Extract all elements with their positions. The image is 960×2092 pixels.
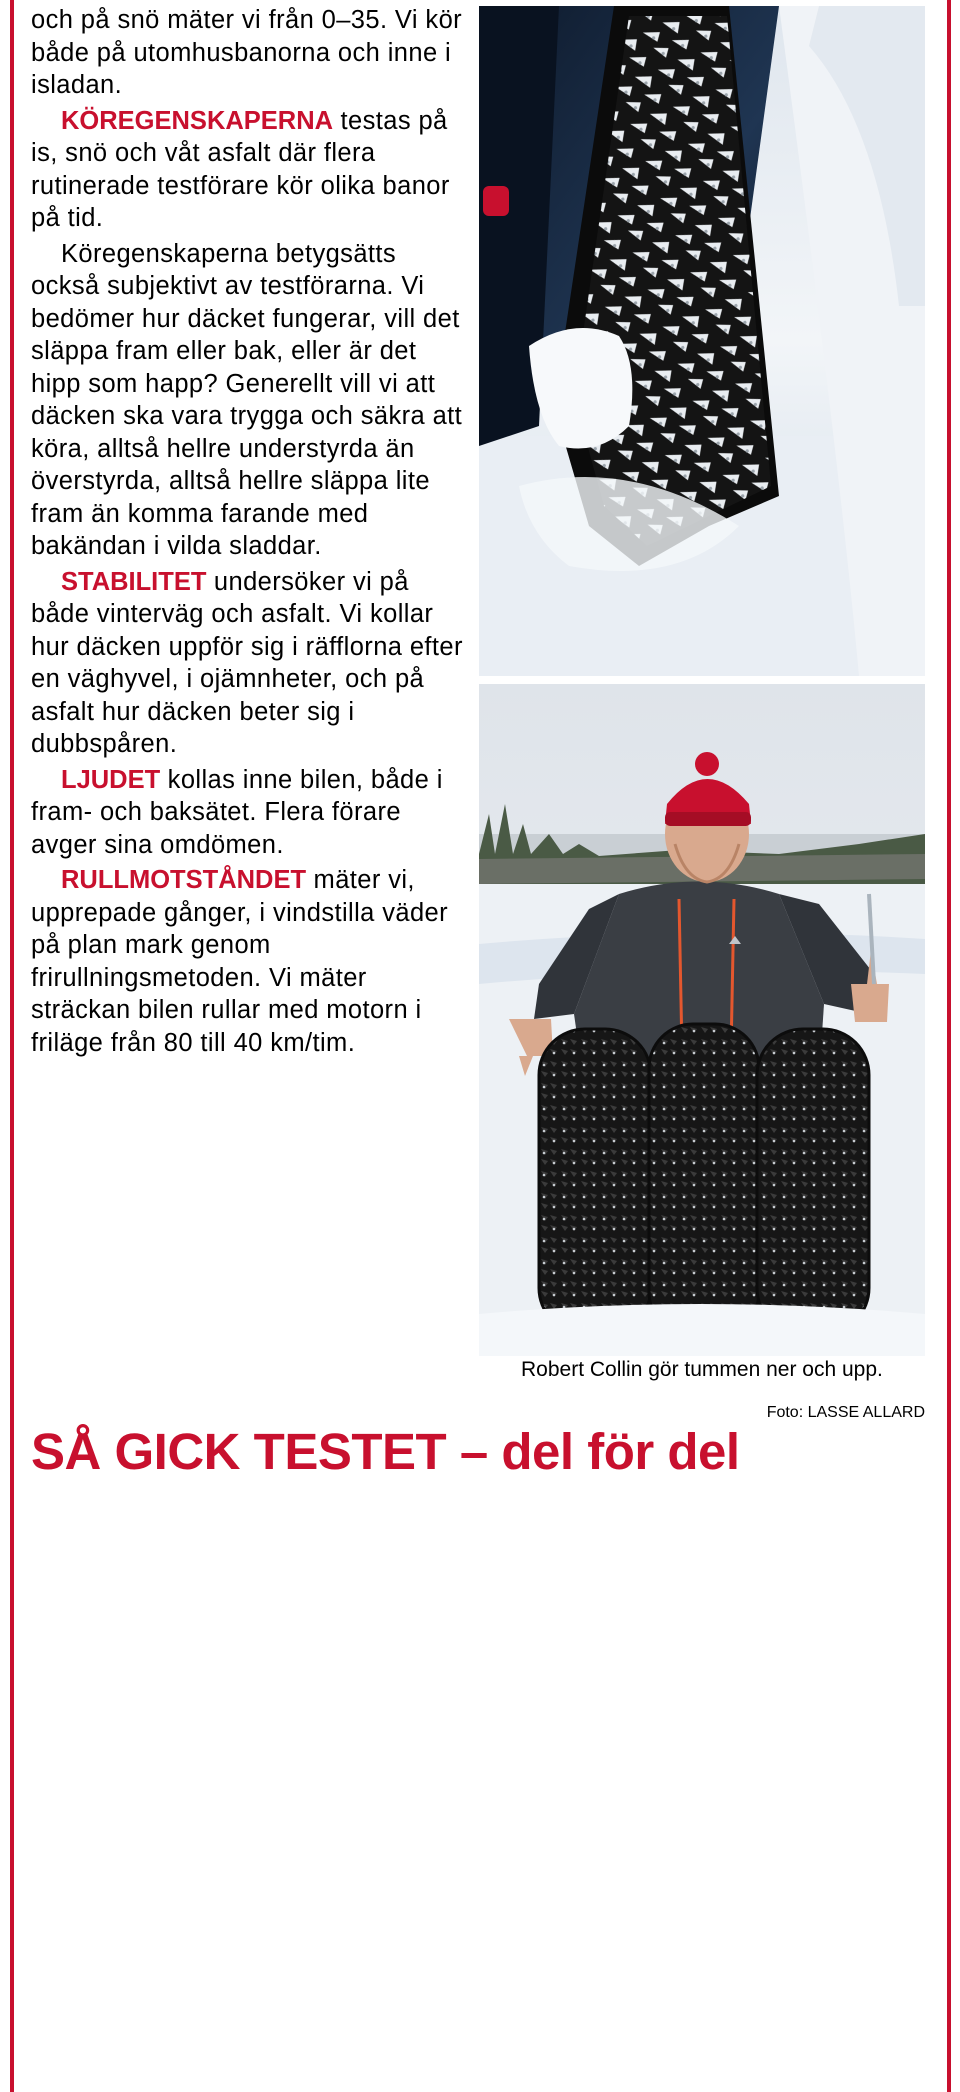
paragraph-intro — [31, 4, 471, 102]
keyword-stabilitet: STABILITET — [61, 567, 207, 596]
paragraph-stabilitet — [31, 566, 471, 761]
article-body — [31, 4, 471, 1062]
paragraph-rullmotstand — [31, 864, 471, 1059]
keyword-rullmotstandet: RULLMOTSTÅNDET — [61, 866, 307, 894]
photo-caption: Robert Collin gör tummen ner och upp. — [521, 1358, 883, 1381]
paragraph-text: kollas inne bilen, både i fram- och baksätet. Flera förare avger sina omdömen. — [31, 765, 443, 859]
paragraph-text: och på snö mäter vi från 0–35. Vi kör både på utomhusbanorna och inne i isladan. — [31, 6, 463, 99]
paragraph-text: undersöker vi på både vinterväg och asfalt. Vi kollar hur däcken uppför sig i räfflorna efter en väghyvel, i ojämnheter, och på asfalt hur däcken beter sig i dubbspåren. — [31, 567, 463, 758]
paragraph-koregenskaper — [31, 105, 471, 235]
photo-credit: Foto: LASSE ALLARD — [766, 1404, 925, 1421]
paragraph-text: mäter vi, upprepade gånger, i vindstilla väder på plan mark genom frirullningsmetoden. Vi mäter sträckan bilen rullar med motorn i friläge från 80 till 40 km/tim. — [31, 866, 449, 1057]
robert-collin-photo — [479, 684, 925, 1356]
paragraph-ljudet — [31, 764, 471, 862]
paragraph-text: testas på is, snö och våt asfalt där flera rutinerade testförare kör olika banor på tid. — [31, 106, 450, 232]
left-border-rule — [10, 0, 14, 2092]
tire-closeup-photo — [479, 6, 925, 676]
right-border-rule — [947, 0, 951, 2092]
paragraph-text: Köregenskaperna betygsätts också subjektivt av testförarna. Vi bedömer hur däcket fungerar, vill det släppa fram eller bak, eller är det hipp som happ? Generellt vill vi att däcken ska vara trygga och säkra att köra, alltså hellre understyrda än överstyrda, alltså hellre släppa lite fram än komma farande med bakändan i vilda sladdar. — [31, 239, 463, 560]
tester-with-tires-illustration — [479, 684, 925, 1356]
keyword-ljudet: LJUDET — [61, 765, 161, 794]
section-headline: SÅ GICK TESTET – del för del — [31, 1423, 740, 1480]
keyword-koregenskaperna: KÖREGENSKAPERNA — [61, 106, 334, 135]
paragraph-betyg — [31, 238, 471, 563]
tire-closeup-illustration — [479, 6, 925, 676]
